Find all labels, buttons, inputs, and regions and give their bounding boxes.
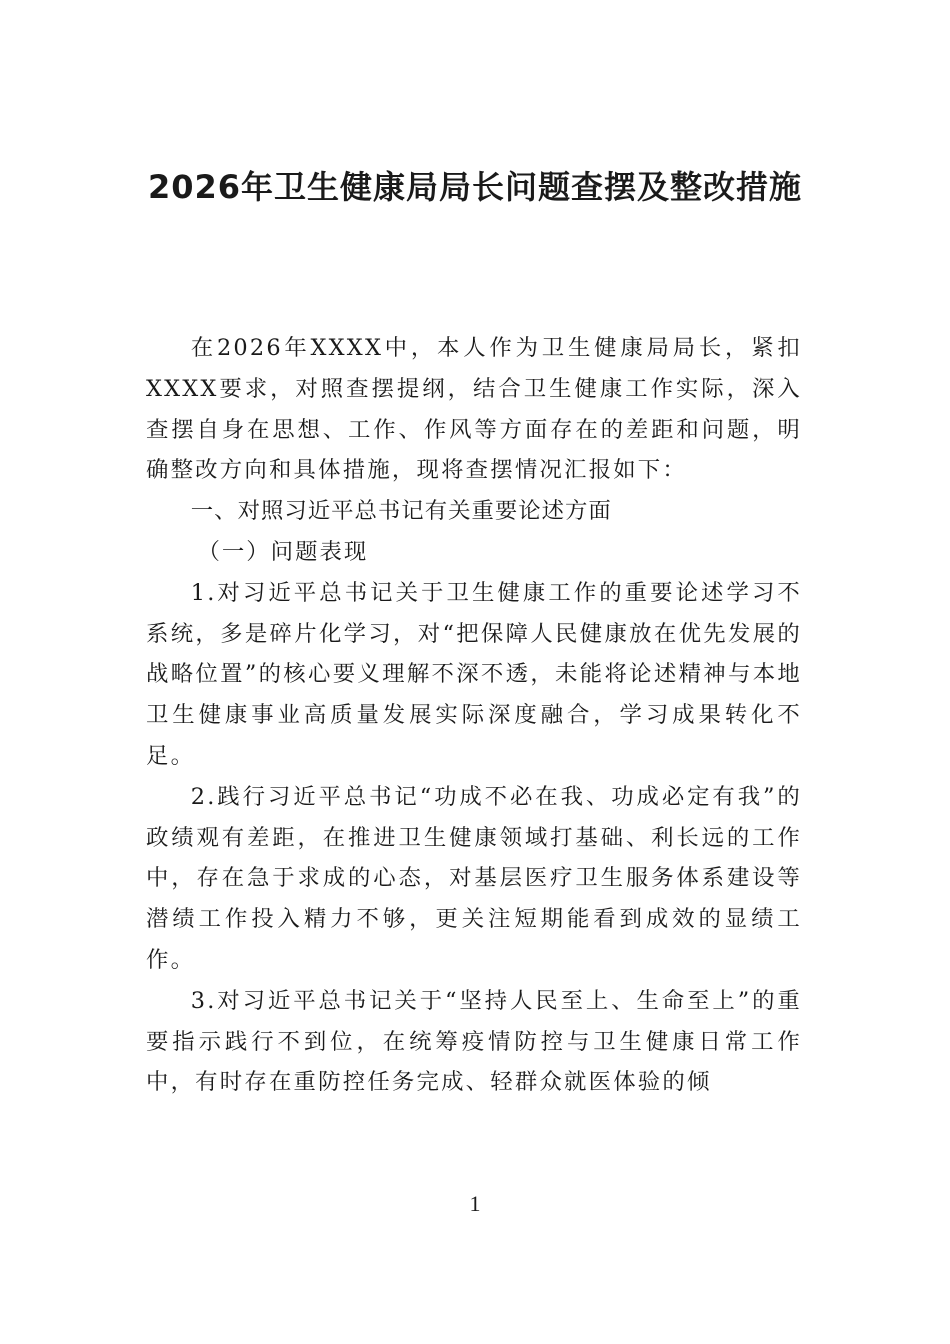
intro-paragraph: 在2026年XXXX中，本人作为卫生健康局局长，紧扣XXXX要求，对照查摆提纲，结合卫生健康工作实际，深入查摆自身在思想、工作、作风等方面存在的差距和问题，明确整改方向和具体措施，现将查摆情况汇报如下： xyxy=(146,335,802,484)
section-heading: 一、对照习近平总书记有关重要论述方面 xyxy=(190,498,612,525)
document-title: 2026年卫生健康局局长问题查摆及整改措施 xyxy=(147,168,803,206)
subsection-heading: （一）问题表现 xyxy=(197,538,369,565)
list-item: 3.对习近平总书记关于“坚持人民至上、生命至上”的重要指示践行不到位，在统筹疫情防控与卫生健康日常工作中，有时存在重防控任务完成、轻群众就医体验的倾 xyxy=(146,987,802,1096)
page-number: 1 xyxy=(469,1191,481,1216)
document-body xyxy=(146,328,802,1103)
list-item: 2.践行习近平总书记“功成不必在我、功成必定有我”的政绩观有差距，在推进卫生健康领域打基础、利长远的工作中，存在急于求成的心态，对基层医疗卫生服务体系建设等潜绩工作投入精力不够，更关注短期能看到成效的显绩工作。 xyxy=(146,783,802,973)
list-item: 1.对习近平总书记关于卫生健康工作的重要论述学习不系统，多是碎片化学习，对“把保障人民健康放在优先发展的战略位置”的核心要义理解不深不透，未能将论述精神与本地卫生健康事业高质量发展实际深度融合，学习成果转化不足。 xyxy=(146,579,802,769)
